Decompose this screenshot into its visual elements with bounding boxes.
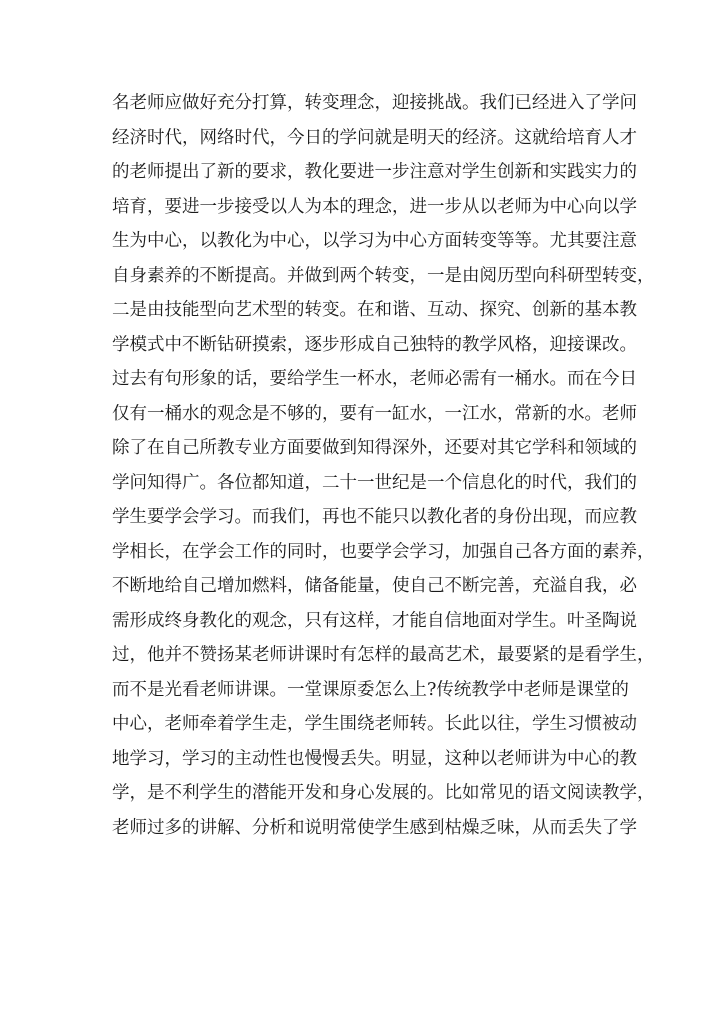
- text-line: 过去有句形象的话，要给学生一杯水，老师必需有一桶水。而在今日: [112, 369, 637, 389]
- text-line: 老师过多的讲解、分析和说明常使学生感到枯燥乏味，从而丢失了学: [112, 817, 637, 838]
- text-line: 学，是不利学生的潜能开发和身心发展的。比如常见的语文阅读教学，: [112, 783, 655, 803]
- text-line: 经济时代，网络时代，今日的学问就是明天的经济。这就给培育人才: [112, 127, 637, 148]
- text-line: 除了在自己所教专业方面要做到知得深外，还要对其它学科和领域的: [112, 438, 637, 458]
- text-line: 学问知得广。各位都知道，二十一世纪是一个信息化的时代，我们的: [112, 472, 637, 493]
- text-line: 学模式中不断钻研摸索，逐步形成自己独特的教学风格，迎接课改。: [112, 334, 637, 355]
- text-line: 而不是光看老师讲课。一堂课原委怎么上?传统教学中老师是课堂的: [112, 679, 629, 700]
- text-line: 培育，要进一步接受以人为本的理念，进一步从以老师为中心向以学: [112, 196, 637, 217]
- text-line: 二是由技能型向艺术型的转变。在和谐、互动、探究、创新的基本教: [112, 300, 637, 320]
- text-line: 中心，老师牵着学生走，学生围绕老师转。长此以往，学生习惯被动: [112, 714, 637, 734]
- text-line: 学相长，在学会工作的同时，也要学会学习，加强自己各方面的素养，: [112, 541, 655, 562]
- text-line: 生为中心，以教化为中心，以学习为中心方面转变等等。尤其要注意: [112, 231, 637, 251]
- text-line: 过，他并不赞扬某老师讲课时有怎样的最高艺术，最要紧的是看学生，: [112, 645, 655, 665]
- text-line: 名老师应做好充分打算，转变理念，迎接挑战。我们已经进入了学问: [112, 93, 637, 113]
- text-line: 自身素养的不断提高。并做到两个转变，一是由阅历型向科研型转变，: [112, 265, 655, 286]
- text-line: 仅有一桶水的观念是不够的，要有一缸水，一江水，常新的水。老师: [112, 403, 637, 424]
- text-line: 地学习，学习的主动性也慢慢丢失。明显，这种以老师讲为中心的教: [112, 748, 637, 769]
- text-line: 学生要学会学习。而我们，再也不能只以教化者的身份出现，而应教: [112, 507, 637, 527]
- text-line: 需形成终身教化的观念，只有这样，才能自信地面对学生。叶圣陶说: [112, 610, 637, 631]
- text-line: 不断地给自己增加燃料，储备能量，使自己不断完善，充溢自我，必: [112, 576, 637, 596]
- text-line: 的老师提出了新的要求，教化要进一步注意对学生创新和实践实力的: [112, 162, 637, 182]
- body-text: [112, 86, 655, 845]
